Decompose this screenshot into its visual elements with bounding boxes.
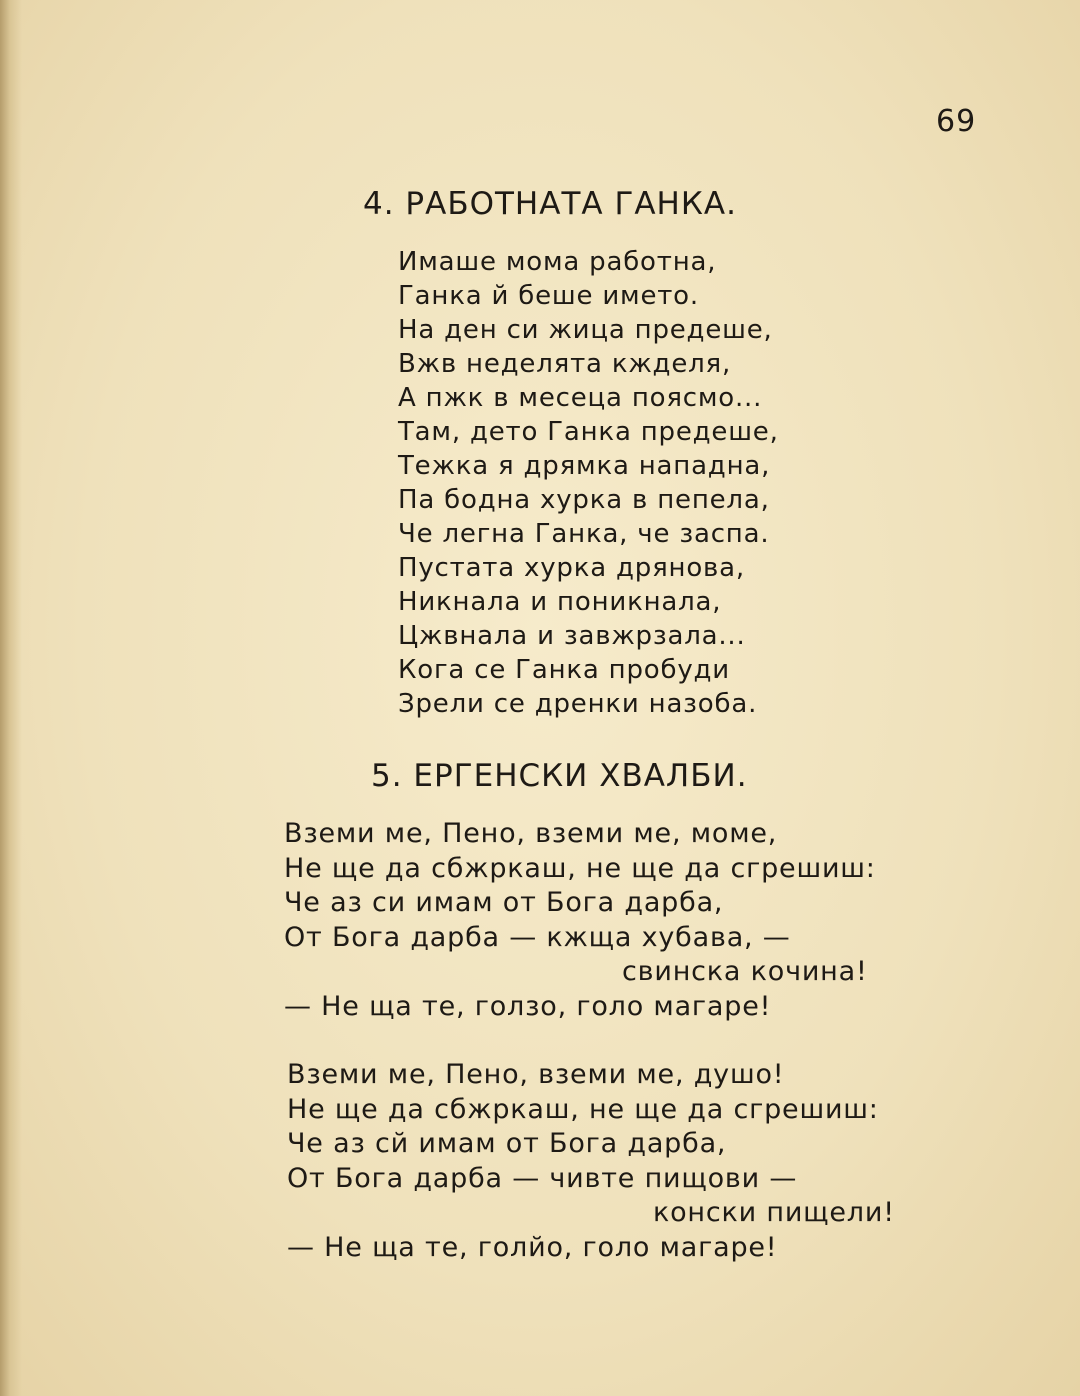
poem-line: Цжвнала и завжрзала... [398,621,746,651]
poem-line: Вземи ме, Пено, вземи ме, моме, [284,818,778,849]
poem-line: — Не ща те, голйо, голо магаре! [287,1231,778,1263]
poem-line: Кога се Ганка пробуди [398,655,730,685]
poem-line-continuation: конски пищели! [653,1197,895,1229]
poem-line-continuation: свинска кочина! [622,956,868,988]
poem-title-rabotnata-ganka: 4. РАБОТНАТА ГАНКА. [363,186,737,222]
poem-line: Вземи ме, Пено, вземи ме, душо! [287,1059,785,1090]
poem-line: Че аз си имам от Бога дарба, [284,887,724,919]
poem-rabotnata-ganka [398,245,779,721]
poem-line: Че легна Ганка, че заспа. [398,519,770,549]
poem-title-ergenski-hvalbi: 5. ЕРГЕНСКИ ХВАЛБИ. [371,758,748,794]
poem-line: Ганка й беше името. [398,281,699,311]
poem-line: А пжк в месеца поясмо... [398,383,763,413]
poem-line: Имаше мома работна, [398,247,717,277]
poem-stanza-2 [287,1058,895,1266]
poem-line: На ден си жица предеше, [398,315,773,345]
poem-line: Не ще да сбжркаш, не ще да сгрешиш: [284,852,876,884]
poem-line: От Бога дарба — кжща хубава, — [284,921,791,953]
poem-line: Вжв неделята кждeля, [398,349,732,379]
page-number: 69 [936,104,977,139]
poem-line: Па бодна хурка в пепела, [398,485,770,515]
poem-line: Пустата хурка дрянова, [398,553,745,583]
page-binding-edge [0,0,22,1396]
poem-line: Зрели се дренки назоба. [398,689,758,719]
poem-line: — Не ща те, голзо, голо магаре! [284,990,772,1022]
poem-stanza-1 [284,817,876,1025]
poem-line: Не ще да сбжркаш, не ще да сгрешиш: [287,1093,879,1125]
poem-line: Там, дето Ганка предеше, [398,417,779,447]
poem-line: Че аз сй имам от Бога дарба, [287,1128,727,1160]
poem-line: От Бога дарба — чивте пищови — [287,1162,798,1194]
poem-line: Никнала и поникнала, [398,587,722,617]
poem-line: Тежка я дрямка нападна, [398,451,771,481]
